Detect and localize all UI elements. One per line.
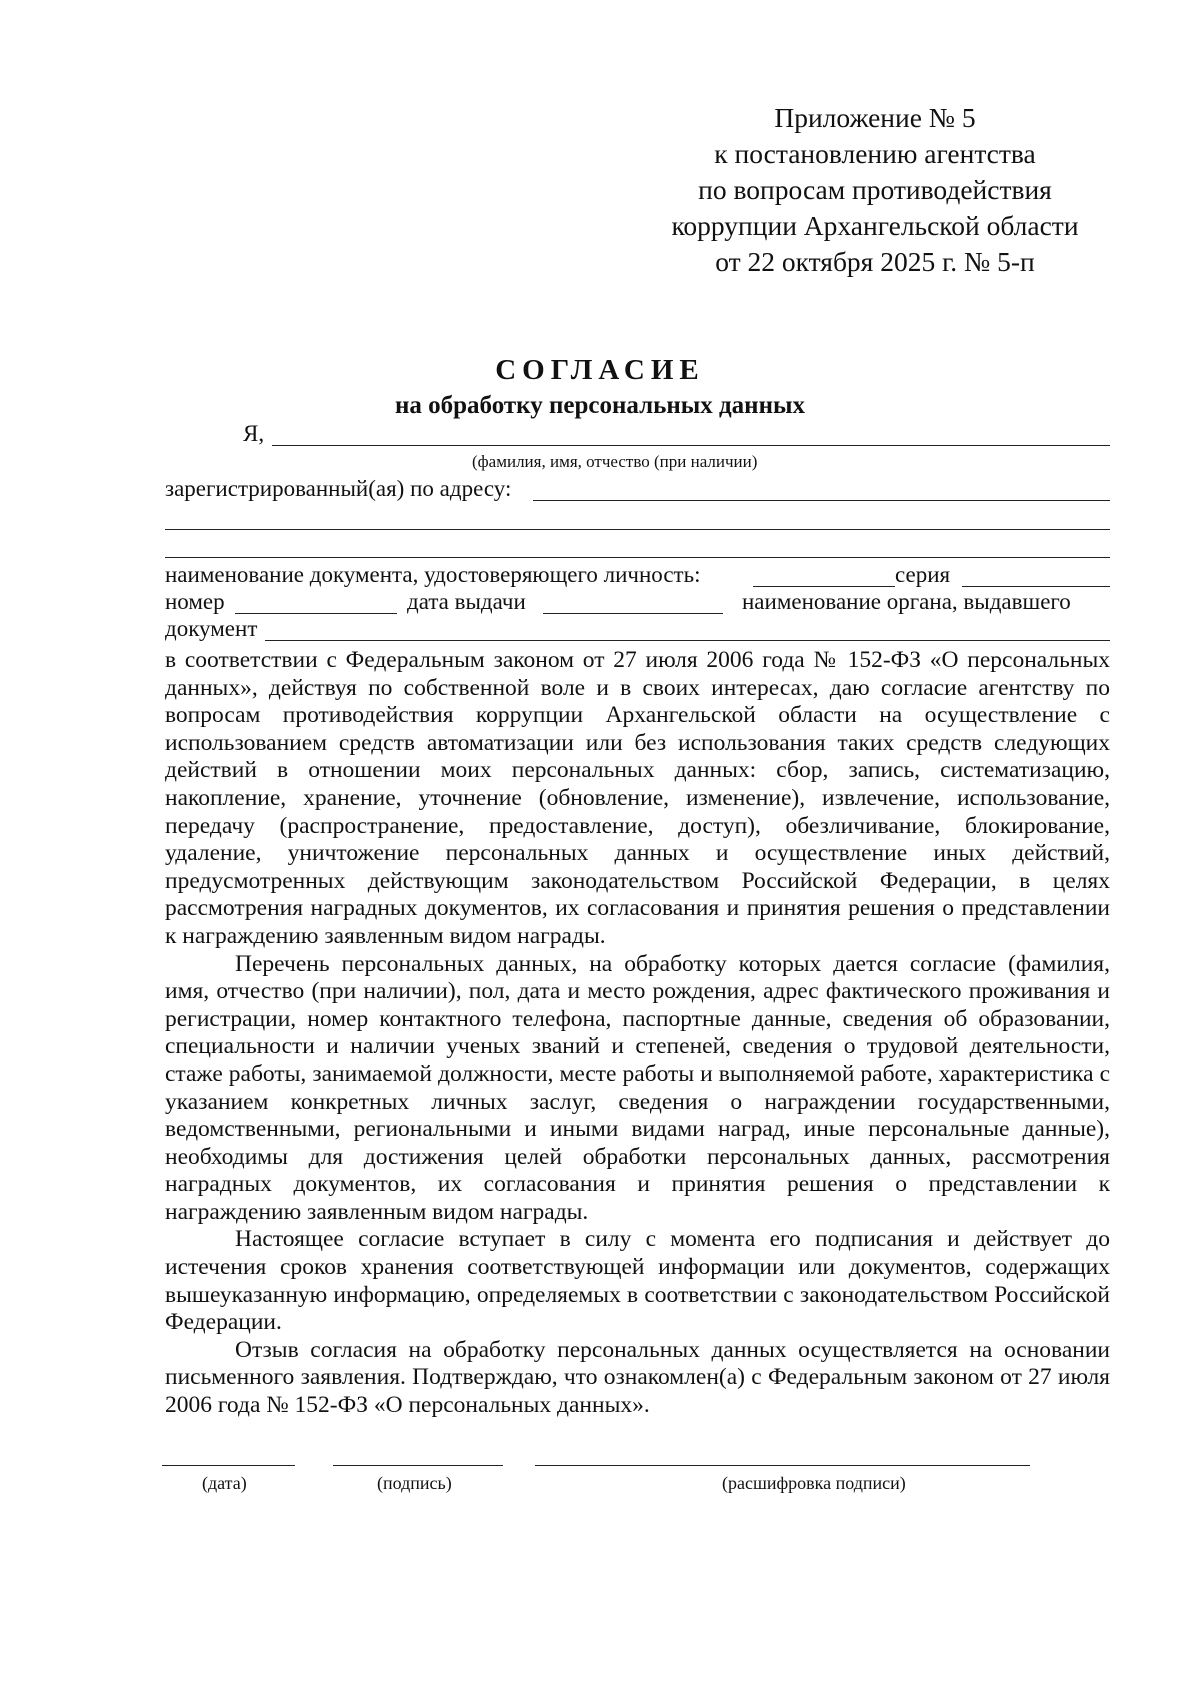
date-field[interactable] [162, 1465, 295, 1466]
consent-paragraph-2: Перечень персональных данных, на обработку которых дается согласие (фамилия, имя, отчество (при наличии), пол, дата и место рождения, адрес фактического проживания и регистрации, номер контактного телефона, паспортные данные, сведения об образовании, специальности и наличии ученых званий и степеней, сведения о трудовой деятельности, стаже работы, занимаемой должности, месте работы и выполняемой работе, характеристика с указанием конкретных личных заслуг, сведения о награждении государственными, ведомственными, региональными и иными видами наград, иные персональные данные), необходимы для достижения целей обработки персональных данных, рассмотрения наградных документов, их согласования и принятия решения о представлении к награждению заявленным видом награды. [165, 950, 1110, 1225]
document-label: документ [165, 616, 258, 641]
signature-block [0, 1465, 1200, 1525]
issue-date-label: дата выдачи [407, 589, 526, 614]
consent-body [165, 647, 1110, 1420]
annex-line-4: коррупции Архангельской области [671, 210, 1079, 241]
signature-decoding-hint: (расшифровка подписи) [722, 1473, 906, 1493]
id-document-row [165, 561, 1110, 589]
issuer-field[interactable] [265, 640, 1110, 641]
number-row [165, 588, 1110, 616]
number-field[interactable] [235, 613, 397, 614]
signature-field[interactable] [333, 1465, 503, 1466]
annex-line-5: от 22 октября 2025 г. № 5-п [715, 246, 1035, 277]
address-label: зарегистрированный(ая) по адресу: [165, 476, 512, 501]
id-document-field[interactable] [753, 586, 895, 587]
signature-hint: (подпись) [377, 1473, 452, 1493]
annex-line-3: по вопросам противодействия [698, 174, 1052, 205]
fio-hint: (фамилия, имя, отчество (при наличии) [472, 452, 758, 471]
issue-date-field[interactable] [543, 613, 723, 614]
consent-paragraph-4: Отзыв согласия на обработку персональных данных осуществляется на основании письменного заявления. Подтверждаю, что ознакомлен(а) с Федеральным законом от 27 июля 2006 года № 152-ФЗ «О персональных данных». [165, 1336, 1110, 1419]
annex-line-2: к постановлению агентства [714, 138, 1036, 169]
series-label: серия [895, 562, 951, 587]
date-hint: (дата) [202, 1473, 247, 1493]
annex-header [640, 100, 1110, 280]
address-field-line-2[interactable] [165, 529, 1110, 530]
address-field-line-3[interactable] [165, 557, 1110, 558]
series-field[interactable] [962, 586, 1110, 587]
fio-field[interactable] [272, 445, 1110, 446]
issuer-label: наименование органа, выдавшего [742, 589, 1071, 614]
consent-paragraph-3: Настоящее согласие вступает в силу с момента его подписания и действует до истечения сроков хранения соответствующей информации или документов, содержащих вышеуказанную информацию, определяемых в соответствии с законодательством Российской Федерации. [165, 1226, 1110, 1336]
address-row [165, 475, 1110, 503]
fio-row [165, 420, 1110, 448]
address-field[interactable] [533, 500, 1110, 501]
number-label: номер [165, 589, 225, 614]
i-label: Я, [243, 421, 265, 446]
document-subtitle: на обработку персональных данных [395, 392, 805, 419]
document-title: СОГЛАСИЕ [495, 354, 705, 386]
signature-decoding-field[interactable] [535, 1465, 1030, 1466]
annex-line-1: Приложение № 5 [774, 102, 976, 133]
consent-paragraph-1: в соответствии с Федеральным законом от 27 июля 2006 года № 152-ФЗ «О персональных данных», действуя по собственной воле и в своих интересах, даю согласие агентству по вопросам противодействия коррупции Архангельской области на осуществление с использованием средств автоматизации или без использования таких средств следующих действий в отношении моих персональных данных: сбор, запись, систематизацию, накопление, хранение, уточнение (обновление, изменение), извлечение, использование, передачу (распространение, предоставление, доступ), обезличивание, блокирование, удаление, уничтожение персональных данных и осуществление иных действий, предусмотренных действующим законодательством Российской Федерации, в целях рассмотрения наградных документов, их согласования и принятия решения о представлении к награждению заявленным видом награды. [165, 647, 1110, 949]
issuer-row [165, 615, 1110, 643]
id-document-label: наименование документа, удостоверяющего личность: [165, 562, 701, 587]
